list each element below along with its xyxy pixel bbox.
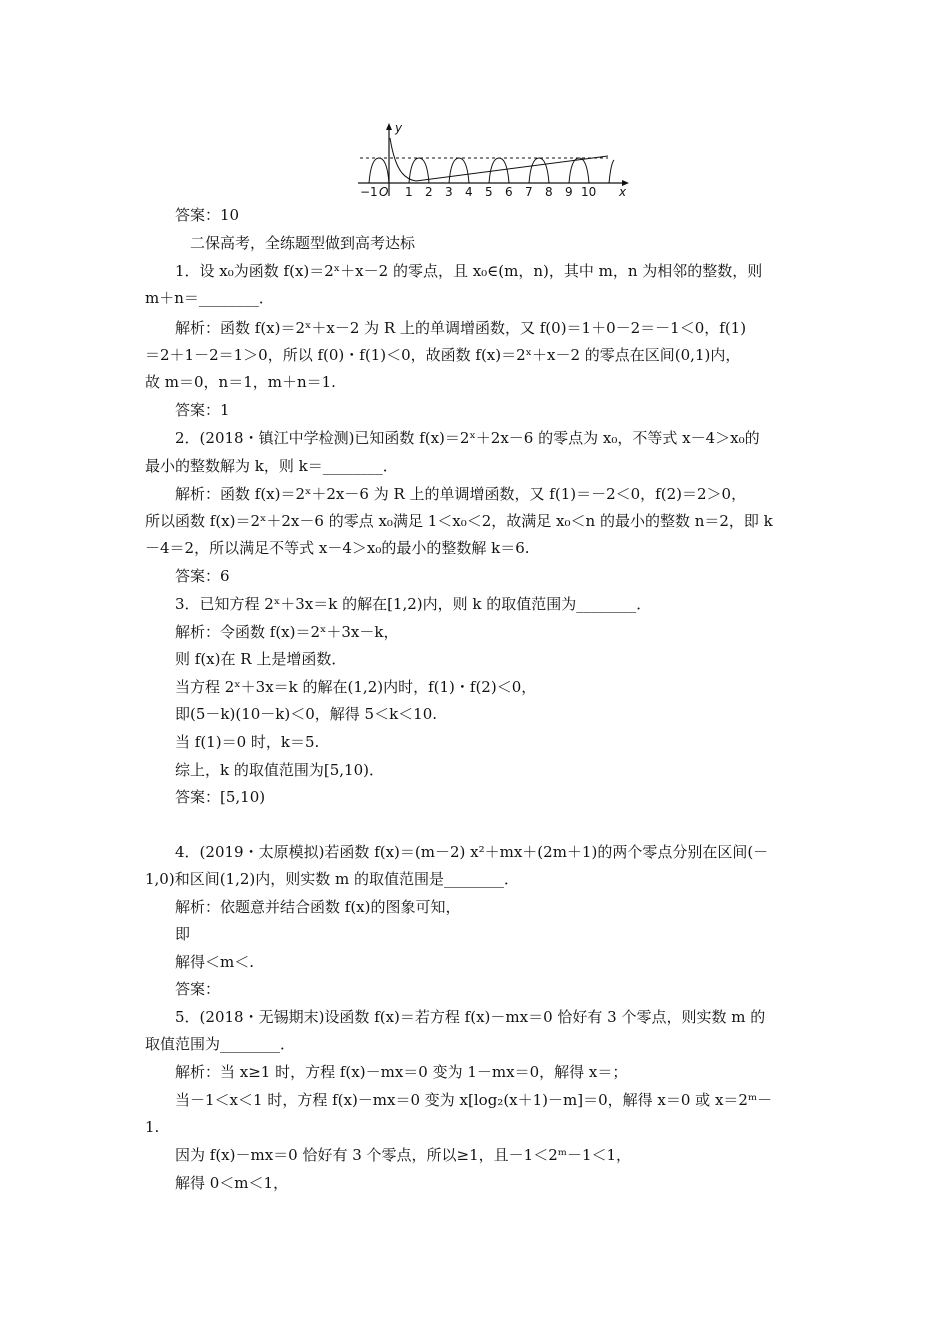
tick-label: 5 — [485, 185, 493, 198]
tick-label: 6 — [505, 185, 513, 198]
question-4: 4．(2019・太原模拟)若函数 f(x)＝(m－2) x²＋mx＋(2m＋1)的两个零点分别在区间(－ — [175, 843, 769, 861]
solution-line: 因为 f(x)－mx＝0 恰好有 3 个零点，所以≥1，且－1＜2ᵐ－1＜1， — [175, 1146, 632, 1164]
function-graph-figure — [350, 118, 630, 198]
question-1: 1．设 x₀为函数 f(x)＝2ˣ＋x－2 的零点，且 x₀∈(m，n)，其中 m，n 为相邻的整数，则 — [175, 262, 763, 280]
solution-line: 综上，k 的取值范围为[5,10)． — [175, 761, 384, 779]
solution-line: 当－1＜x＜1 时，方程 f(x)－mx＝0 变为 x[log₂(x＋1)－m]＝0，解得 x＝0 或 x＝2ᵐ－ — [175, 1091, 773, 1109]
solution-line: 解得＜m＜. — [175, 953, 254, 971]
solution-line: 当 f(1)＝0 时，k＝5. — [175, 733, 320, 751]
periodic-arcs — [369, 158, 614, 183]
solution-line: 解析：依题意并结合函数 f(x)的图象可知， — [175, 898, 461, 916]
solution-line: 故 m＝0，n＝1，m＋n＝1. — [145, 373, 336, 391]
tick-label: 10 — [581, 185, 597, 198]
y-axis-arrow — [386, 123, 392, 130]
solution-line: 解析：当 x≥1 时，方程 f(x)－mx＝0 变为 1－mx＝0，解得 x＝； — [175, 1063, 628, 1081]
answer-line: 答案：1 — [175, 401, 230, 419]
section-heading: 二保高考，全练题型做到高考达标 — [190, 234, 416, 252]
solution-line: －4＝2，所以满足不等式 x－4＞x₀的最小的整数解 k＝6. — [145, 539, 530, 557]
answer-line: 答案：6 — [175, 567, 230, 585]
answer-line: 答案： — [175, 980, 221, 998]
tick-label: 4 — [465, 185, 473, 198]
tick-label: −1 — [360, 185, 378, 198]
tick-label: 2 — [425, 185, 433, 198]
answer-line: 答案：[5,10) — [175, 788, 266, 806]
solution-line: 当方程 2ˣ＋3x＝k 的解在(1,2)内时，f(1)・f(2)＜0， — [175, 678, 537, 696]
solution-line: 解析：令函数 f(x)＝2ˣ＋3x－k， — [175, 623, 399, 641]
solution-line: ＝2＋1－2＝1＞0，所以 f(0)・f(1)＜0，故函数 f(x)＝2ˣ＋x－2 的零点在区间(0,1)内， — [145, 346, 741, 364]
question-5: 5．(2018・无锡期末)设函数 f(x)＝若方程 f(x)－mx＝0 恰好有 3 个零点，则实数 m 的 — [175, 1008, 766, 1026]
answer-line: 答案：10 — [175, 206, 240, 224]
solution-line: 所以函数 f(x)＝2ˣ＋2x－6 的零点 x₀满足 1＜x₀＜2，故满足 x₀＜n 的最小的整数 n＝2，即 k — [145, 512, 773, 530]
tick-label: 7 — [525, 185, 533, 198]
tick-label: 9 — [565, 185, 573, 198]
solution-line: 即(5－k)(10－k)＜0，解得 5＜k＜10. — [175, 705, 438, 723]
tick-label: 1 — [405, 185, 413, 198]
origin-label: O — [379, 185, 389, 198]
solution-line: 解析：函数 f(x)＝2ˣ＋x－2 为 R 上的单调增函数，又 f(0)＝1＋0－2＝－1＜0，f(1) — [175, 319, 747, 337]
tick-label: 8 — [545, 185, 553, 198]
x-axis-label: x — [619, 185, 627, 198]
solution-line: 则 f(x)在 R 上是增函数． — [175, 650, 347, 668]
solution-line: 即 — [175, 925, 191, 943]
solution-line: 解析：函数 f(x)＝2ˣ＋2x－6 为 R 上的单调增函数，又 f(1)＝－2＜0，f(2)＝2＞0， — [175, 485, 747, 503]
question-3: 3．已知方程 2ˣ＋3x＝k 的解在[1,2)内，则 k 的取值范围为________． — [175, 595, 652, 613]
tick-label: 3 — [445, 185, 453, 198]
question-2: 2．(2018・镇江中学检测)已知函数 f(x)＝2ˣ＋2x－6 的零点为 x₀，不等式 x－4＞x₀的 — [175, 429, 760, 447]
question-5-cont: 取值范围为________． — [145, 1035, 296, 1053]
question-1-cont: m＋n＝________． — [145, 289, 274, 307]
question-4-cont: 1,0)和区间(1,2)内，则实数 m 的取值范围是________． — [145, 870, 520, 888]
y-axis-label: y — [395, 121, 403, 135]
question-2-cont: 最小的整数解为 k，则 k＝________． — [145, 457, 398, 475]
solution-line: 1. — [145, 1118, 160, 1136]
solution-line: 解得 0＜m＜1， — [175, 1174, 289, 1192]
